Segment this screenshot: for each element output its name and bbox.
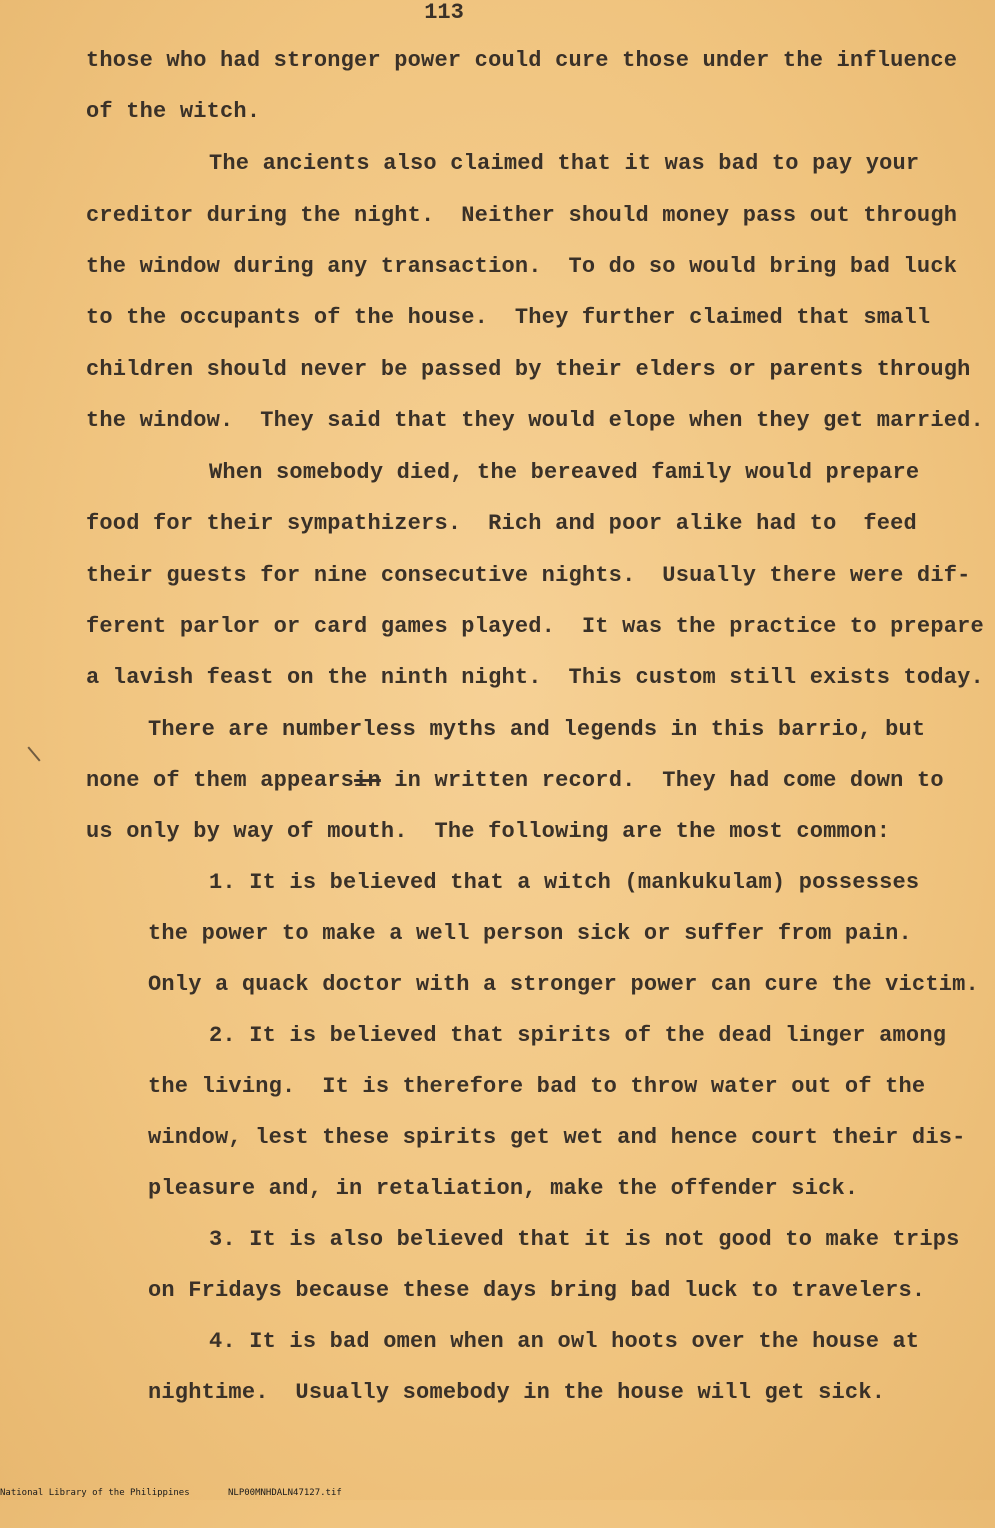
- text-line: creditor during the night. Neither should money pass out through: [86, 203, 958, 228]
- text-line: the window. They said that they would elope when they get married.: [86, 408, 984, 433]
- text-line: us only by way of mouth. The following are the most common:: [86, 819, 891, 844]
- text-segment: record. They had come down to: [541, 768, 944, 793]
- text-line: The ancients also claimed that it was bad to pay your: [209, 151, 920, 176]
- text-line: There are numberless myths and legends in this barrio, but: [148, 717, 926, 742]
- text-line: the power to make a well person sick or suffer from pain.: [148, 921, 912, 946]
- text-line: children should never be passed by their elders or parents through: [86, 357, 971, 382]
- text-line: the living. It is therefore bad to throw water out of the: [148, 1074, 926, 1099]
- scan-footer: [0, 1486, 995, 1500]
- text-line: to the occupants of the house. They further claimed that small: [86, 305, 931, 330]
- text-line: on Fridays because these days bring bad luck to travelers.: [148, 1278, 926, 1303]
- text-line: those who had stronger power could cure those under the influence: [86, 48, 958, 73]
- text-line: a lavish feast on the ninth night. This custom still exists today.: [86, 665, 984, 690]
- text-line: their guests for nine consecutive nights. Usually there were dif-: [86, 563, 971, 588]
- text-line: [86, 766, 944, 796]
- margin-mark: [27, 746, 40, 761]
- text-line: 4. It is bad omen when an owl hoots over the house at: [209, 1329, 920, 1354]
- page-number: 113: [424, 0, 464, 25]
- text-line: window, lest these spirits get wet and hence court their dis-: [148, 1125, 966, 1150]
- footer-filename: NLP00MNHDALN47127.tif: [228, 1488, 342, 1498]
- text-line: nightime. Usually somebody in the house will get sick.: [148, 1380, 886, 1405]
- footer-library: National Library of the Philippines: [0, 1488, 190, 1498]
- text-line: ferent parlor or card games played. It was the practice to prepare: [86, 614, 984, 639]
- text-segment: none of them appears: [86, 768, 355, 793]
- text-line: 3. It is also believed that it is not good to make trips: [209, 1227, 960, 1252]
- text-line: food for their sympathizers. Rich and poor alike had to feed: [86, 511, 917, 536]
- text-line: 2. It is believed that spirits of the dead linger among: [209, 1023, 947, 1048]
- text-line: the window during any transaction. To do so would bring bad luck: [86, 254, 958, 279]
- struck-text: in: [354, 768, 381, 793]
- text-line: When somebody died, the bereaved family would prepare: [209, 460, 920, 485]
- text-line: Only a quack doctor with a stronger power can cure the victim.: [148, 972, 979, 997]
- text-line: 1. It is believed that a witch (mankukulam) possesses: [209, 870, 920, 895]
- text-line: pleasure and, in retaliation, make the offender sick.: [148, 1176, 859, 1201]
- text-line: of the witch.: [86, 99, 261, 124]
- text-segment: in written: [380, 768, 542, 793]
